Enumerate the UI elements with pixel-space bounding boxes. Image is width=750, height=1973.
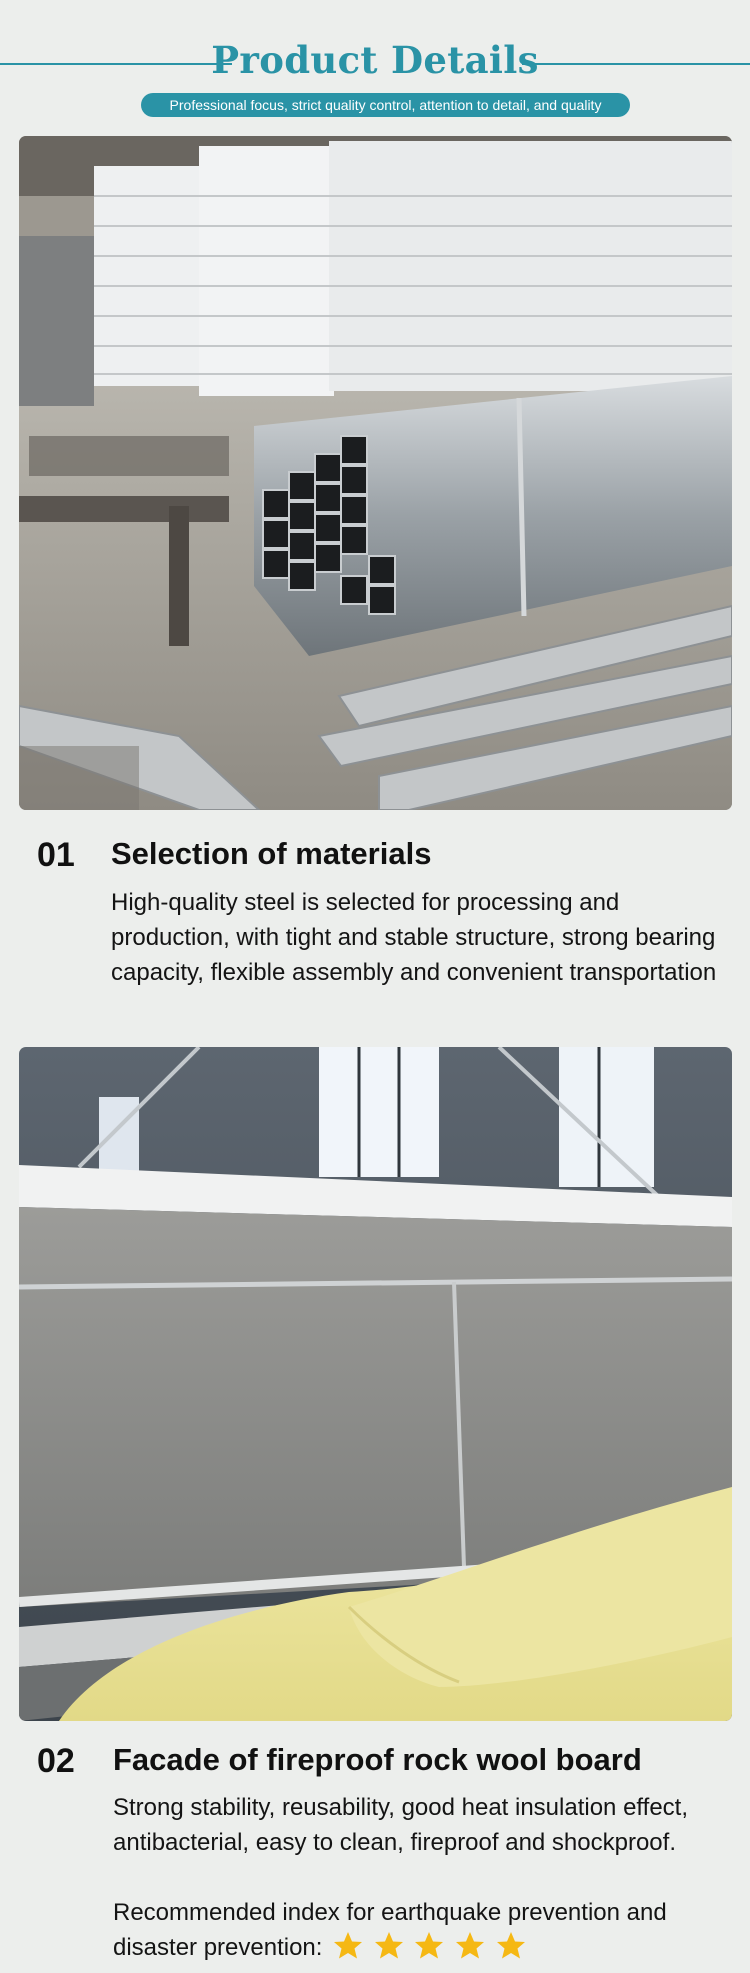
section-description: Strong stability, reusability, good heat insulation effect, antibacterial, easy to clean, fireproof and shockproof. bbox=[113, 1794, 689, 1856]
steel-tube-bundle-photo bbox=[19, 136, 732, 810]
star-rating bbox=[333, 1931, 530, 1970]
section-number: 01 bbox=[37, 836, 75, 874]
star-icon bbox=[455, 1931, 485, 1960]
page-title: Product Details bbox=[211, 38, 539, 82]
section-heading: Selection of materials bbox=[111, 836, 432, 871]
star-icon bbox=[333, 1931, 363, 1960]
rock-wool-panel-photo bbox=[19, 1047, 732, 1721]
section-heading: Facade of fireproof rock wool board bbox=[113, 1742, 642, 1777]
rating-row bbox=[113, 1895, 733, 1970]
section-number: 02 bbox=[37, 1742, 75, 1780]
star-icon bbox=[496, 1931, 526, 1960]
page-header bbox=[0, 0, 750, 130]
rating-label: Recommended index for earthquake prevention and disaster prevention: bbox=[113, 1899, 667, 1961]
star-icon bbox=[374, 1931, 404, 1960]
star-icon bbox=[414, 1931, 444, 1960]
section-description: High-quality steel is selected for processing and production, with tight and stable structure, strong bearing capacity, flexible assembly and convenient transportation bbox=[111, 889, 717, 986]
subtitle-badge: Professional focus, strict quality control, attention to detail, and quality bbox=[141, 93, 630, 117]
